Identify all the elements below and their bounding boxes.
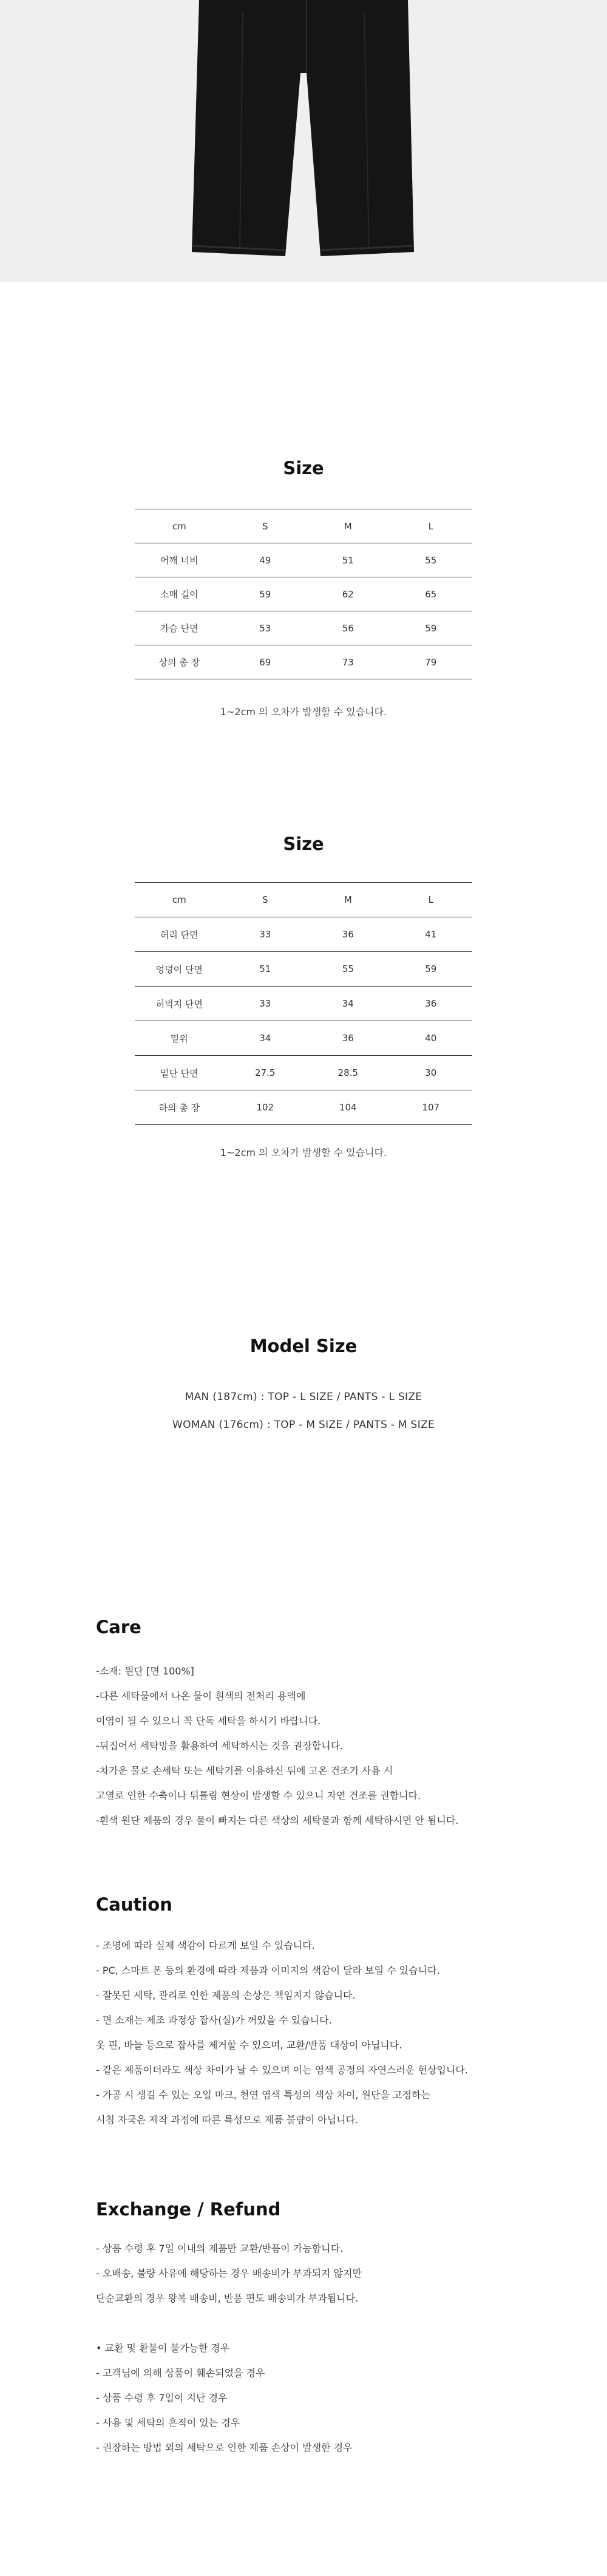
exchange-line: - 상품 수령 후 7일이 지난 경우 xyxy=(96,2392,228,2404)
table-row xyxy=(135,645,472,679)
table-cell: 53 xyxy=(224,611,307,645)
table-cell: 허리 단면 xyxy=(135,917,224,952)
table-cell: 가슴 단면 xyxy=(135,611,224,645)
table-cell: 34 xyxy=(224,1021,307,1056)
table-cell: 소매 길이 xyxy=(135,577,224,611)
table-cell: 36 xyxy=(307,1021,389,1056)
caution-line: - 면 소재는 제조 과정상 잡사(실)가 꺼있을 수 있습니다. xyxy=(96,2014,332,2026)
table-row xyxy=(135,611,472,645)
table-cell: 51 xyxy=(307,543,389,577)
caution-line: - 가공 시 생길 수 있는 오일 마크, 천연 염색 특성의 색상 차이, 원단을 고정하는 xyxy=(96,2089,430,2101)
table-cell: 65 xyxy=(389,577,472,611)
care-title: Care xyxy=(96,1617,141,1637)
bottom-size-title: Size xyxy=(283,834,324,854)
exchange-line: - 고객님에 의해 상품이 훼손되었을 경우 xyxy=(96,2367,265,2379)
caution-line: - 잘못된 세탁, 관리로 인한 제품의 손상은 책임지지 않습니다. xyxy=(96,1990,356,2001)
table-cell: 어깨 너비 xyxy=(135,543,224,577)
table-row xyxy=(135,1056,472,1090)
exchange-line: • 교환 및 환불이 불가능한 경우 xyxy=(96,2342,230,2354)
table-cell: 36 xyxy=(389,987,472,1021)
exchange-title: Exchange / Refund xyxy=(96,2199,281,2220)
table-cell: 27.5 xyxy=(224,1056,307,1090)
table-cell: 62 xyxy=(307,577,389,611)
care-list xyxy=(96,1659,533,1833)
table-cell: 55 xyxy=(307,952,389,987)
table-row xyxy=(135,543,472,577)
table-cell: 59 xyxy=(389,952,472,987)
table-cell: 56 xyxy=(307,611,389,645)
table-row xyxy=(135,1021,472,1056)
table-cell: 69 xyxy=(224,645,307,679)
table-cell: 59 xyxy=(224,577,307,611)
table-cell: L xyxy=(389,509,472,543)
caution-line: 옷 핀, 바늘 등으로 잡사를 제거할 수 있으며, 교환/반품 대상이 아닙니다. xyxy=(96,2039,402,2051)
table-cell: 55 xyxy=(389,543,472,577)
exchange-line: - 오배송, 불량 사유에 해당하는 경우 배송비가 부과되지 않지만 xyxy=(96,2268,362,2279)
exchange-list xyxy=(96,2236,533,2460)
table-cell: 102 xyxy=(224,1090,307,1125)
model-size-man: MAN (187cm) : TOP - L SIZE / PANTS - L SIZE xyxy=(185,1391,422,1403)
bottom-size-note: 1~2cm 의 오차가 발생할 수 있습니다. xyxy=(220,1147,387,1158)
exchange-line: - 사용 및 세탁의 흔적이 있는 경우 xyxy=(96,2417,240,2428)
table-row xyxy=(135,1090,472,1125)
table-row xyxy=(135,577,472,611)
table-cell: 엉덩이 단면 xyxy=(135,952,224,987)
model-size-woman: WOMAN (176cm) : TOP - M SIZE / PANTS - M SIZE xyxy=(172,1419,435,1431)
pants-image xyxy=(0,0,607,282)
model-size-title: Model Size xyxy=(249,1336,358,1356)
table-cell: 상의 총 장 xyxy=(135,645,224,679)
caution-title: Caution xyxy=(96,1894,172,1915)
care-line: -소재: 원단 [면 100%] xyxy=(96,1665,194,1677)
exchange-line: - 권장하는 방법 외의 세탁으로 인한 제품 손상이 발생한 경우 xyxy=(96,2442,353,2453)
care-line: -뒤집어서 세탁망을 활용하여 세탁하시는 것을 권장합니다. xyxy=(96,1740,344,1752)
exchange-line: - 상품 수령 후 7일 이내의 제품만 교환/반품이 가능합니다. xyxy=(96,2243,344,2254)
caution-list xyxy=(96,1933,533,2132)
top-size-title: Size xyxy=(283,458,324,478)
table-row xyxy=(135,952,472,987)
top-size-note: 1~2cm 의 오차가 발생할 수 있습니다. xyxy=(220,706,387,718)
bottom-size-table xyxy=(135,882,472,1125)
table-cell: cm xyxy=(135,883,224,917)
table-cell: 밑단 단면 xyxy=(135,1056,224,1090)
care-line: -차가운 물로 손세탁 또는 세탁기를 이용하신 뒤에 고온 건조기 사용 시 xyxy=(96,1765,393,1776)
table-header-row xyxy=(135,509,472,543)
table-cell: S xyxy=(224,883,307,917)
table-cell: 107 xyxy=(389,1090,472,1125)
product-photo xyxy=(0,0,607,282)
table-cell: 51 xyxy=(224,952,307,987)
table-cell: 49 xyxy=(224,543,307,577)
table-cell: S xyxy=(224,509,307,543)
table-cell: 34 xyxy=(307,987,389,1021)
table-cell: 밑위 xyxy=(135,1021,224,1056)
table-row xyxy=(135,917,472,952)
table-cell: 30 xyxy=(389,1056,472,1090)
table-cell: 28.5 xyxy=(307,1056,389,1090)
table-cell: cm xyxy=(135,509,224,543)
caution-line: - 조명에 따라 실제 색감이 다르게 보일 수 있습니다. xyxy=(96,1940,315,1951)
caution-line: - 같은 제품이더라도 색상 차이가 날 수 있으며 이는 염색 공정의 자연스러운 현상입니다. xyxy=(96,2064,468,2076)
table-cell: 59 xyxy=(389,611,472,645)
table-cell: 33 xyxy=(224,987,307,1021)
care-line: -다른 세탁물에서 나온 물이 흰색의 전처리 용액에 xyxy=(96,1690,306,1702)
table-cell: 허벅지 단면 xyxy=(135,987,224,1021)
table-cell: 73 xyxy=(307,645,389,679)
table-cell: 36 xyxy=(307,917,389,952)
table-cell: 104 xyxy=(307,1090,389,1125)
table-cell: 79 xyxy=(389,645,472,679)
table-cell: 40 xyxy=(389,1021,472,1056)
exchange-line: 단순교환의 경우 왕복 배송비, 반품 편도 배송비가 부과됩니다. xyxy=(96,2292,359,2304)
table-row xyxy=(135,987,472,1021)
care-line: 이염이 될 수 있으니 꼭 단독 세탁을 하시기 바랍니다. xyxy=(96,1715,321,1727)
top-size-table xyxy=(135,509,472,679)
table-cell: L xyxy=(389,883,472,917)
table-cell: M xyxy=(307,883,389,917)
spacer xyxy=(96,2311,533,2336)
care-line: -흰색 원단 제품의 경우 물이 빠지는 다른 색상의 세탁물과 함께 세탁하시면 안 됩니다. xyxy=(96,1815,459,1826)
table-header-row xyxy=(135,883,472,917)
table-cell: M xyxy=(307,509,389,543)
caution-line: - PC, 스마트 폰 등의 환경에 따라 제품과 이미지의 색감이 달라 보일 수 있습니다. xyxy=(96,1965,440,1976)
caution-line: 시침 자국은 제작 과정에 따른 특성으로 제품 불량이 아닙니다. xyxy=(96,2114,359,2126)
care-line: 고열로 인한 수축이나 뒤틀림 현상이 발생할 수 있으니 자연 건조를 권합니다. xyxy=(96,1790,421,1801)
table-cell: 33 xyxy=(224,917,307,952)
table-cell: 41 xyxy=(389,917,472,952)
table-cell: 하의 총 장 xyxy=(135,1090,224,1125)
